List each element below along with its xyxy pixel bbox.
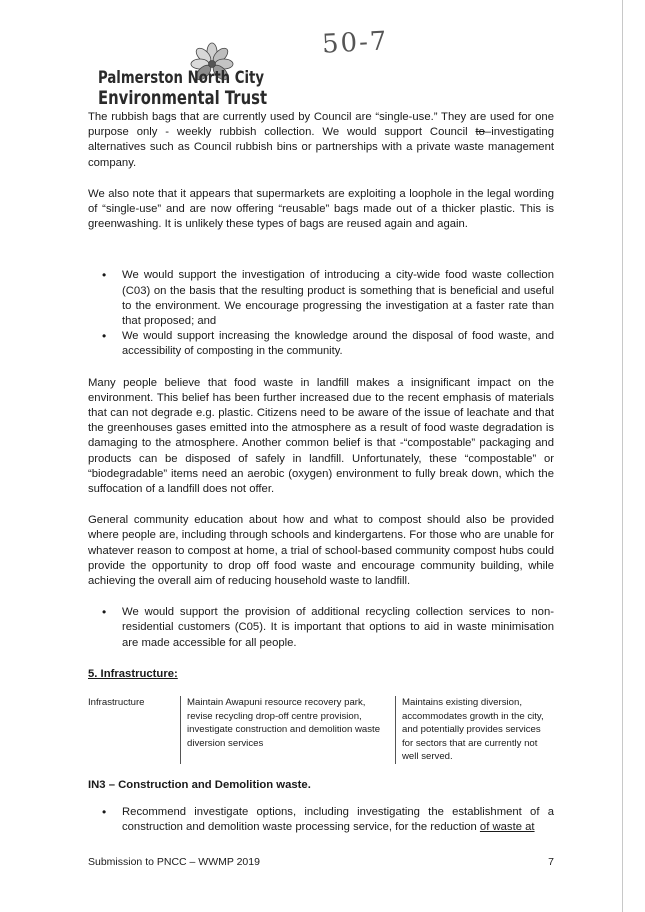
bullet-list-in3 [88, 805, 554, 835]
handwritten-reference: 50-7 [321, 26, 390, 60]
list-item: • We would support increasing the knowledge around the disposal of food waste, and accessibility of composting in the community. [122, 329, 554, 359]
paragraph-text: The rubbish bags that are currently used by Council are “single-use.” They are used for one purpose only - weekly rubbish collection. We would support Council [88, 111, 554, 139]
organisation-logo [98, 42, 268, 117]
table-cell-label: Infrastructure [88, 697, 145, 709]
list-item-text: Recommend investigate options, including investigating the establishment of a construction and demolition waste processing service, for the reduction [122, 806, 554, 834]
bullet-list-recycling [88, 605, 554, 651]
page-number: 7 [548, 856, 554, 868]
scan-edge-line [622, 0, 623, 912]
paragraph-rubbish-bags [88, 110, 554, 171]
paragraph-text: –investigating alternatives such as Council rubbish bins or partnerships with a private waste management company. [88, 126, 554, 169]
table-cell-benefit: Maintains existing diversion, accommodates growth in the city, and potentially provides services for sectors that are currently not well served. [395, 696, 554, 764]
document-body [88, 110, 554, 852]
infrastructure-table [88, 696, 554, 764]
struck-text: to [475, 126, 485, 139]
logo-text-line1: Palmerston North City [98, 68, 265, 88]
list-item: • We would support the provision of additional recycling collection services to non-residential customers (C05). It is important that options to aid in waste minimisation are made accessible for all people. [122, 605, 554, 651]
paragraph-community-education: General community education about how and what to compost should also be provided where people are, including through schools and kindergartens. For those who are unable for whatever reason to compost at home, a trial of school-based community compost hubs could provide the opportunity to drop off food waste and encourage community building, while achieving the overall aim of reducing household waste to landfill. [88, 514, 554, 588]
footer-title: Submission to PNCC – WWMP 2019 [88, 856, 260, 868]
bullet-list-food-waste [88, 268, 554, 359]
section-heading-infrastructure: 5. Infrastructure: [88, 667, 178, 680]
list-item: • We would support the investigation of introducing a city-wide food waste collection (C03) on the basis that the resulting product is something that is beneficial and useful to the environment. We encourage progressing the investigation at a faster rate than that proposed; and [122, 268, 554, 329]
underlined-text: of waste at [479, 821, 535, 834]
paragraph-supermarkets: We also note that it appears that supermarkets are exploiting a loophole in the legal wording of “single-use” and are now offering “reusable” bags made out of a thicker plastic. This is greenwashing. It is unlikely these types of bags are reused again and again. [88, 187, 554, 231]
page-footer [88, 856, 554, 868]
logo-text-line2: Environmental Trust [98, 87, 268, 109]
subheading-in3: IN3 – Construction and Demolition waste. [88, 779, 311, 792]
paragraph-landfill-beliefs: Many people believe that food waste in landfill makes a insignificant impact on the environment. This belief has been further increased due to the recent emphasis of materials that can not degrade e.g. plastic. Citizens need to be aware of the issue of leachate and that the greenhouses gases emitted into the atmosphere as a result of food waste degradation is damaging to the atmosphere. Another common belief is that -“compostable” packaging and products can be disposed of safely in landfill. Unfortunately, these “compostable” or “biodegradable” items need an aerobic (oxygen) environment to fully break down, which the suffocation of a landfill does not offer. [88, 376, 554, 496]
list-item [122, 805, 554, 835]
table-cell-action: Maintain Awapuni resource recovery park, revise recycling drop-off centre provision, investigate construction and demolition waste diversion services [180, 696, 395, 764]
